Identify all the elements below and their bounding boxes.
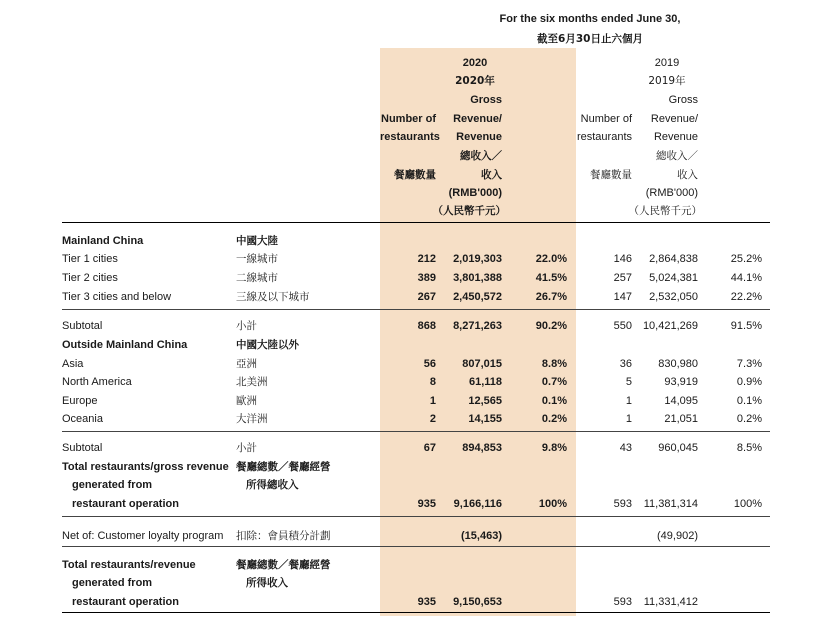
row-label: Subtotal	[62, 320, 103, 332]
year-2019-zh: 2019年	[648, 75, 686, 87]
cell-r20: 61,118	[468, 376, 502, 388]
cell-r19: 11,381,314	[643, 498, 698, 510]
cell-p20: 0.2%	[541, 413, 567, 425]
num-restaurants-header-2019: restaurants	[576, 131, 632, 143]
cell-r20: 9,166,116	[453, 498, 502, 510]
cell-n20: 8	[429, 376, 436, 388]
cell-n19: 593	[613, 596, 632, 608]
row-label-zh: 歐洲	[236, 395, 257, 407]
cell-p20: 9.8%	[541, 442, 567, 454]
row-label: Tier 2 cities	[62, 272, 118, 284]
period-header-en: For the six months ended June 30,	[499, 13, 681, 25]
cell-p19: 44.1%	[730, 272, 762, 284]
row-label-zh: 大洋洲	[236, 413, 268, 425]
cell-r19: 21,051	[664, 413, 698, 425]
cell-p19: 8.5%	[736, 442, 762, 454]
cell-p20: 8.8%	[541, 358, 567, 370]
revenue-header-2019: Gross	[668, 94, 698, 106]
section-label-mainland: Mainland China	[62, 235, 144, 247]
row-label-zh: 所得收入	[246, 577, 288, 589]
cell-p20: 100%	[538, 498, 567, 510]
cell-n20: 868	[417, 320, 436, 332]
cell-n19: 593	[613, 498, 632, 510]
row-label-zh: 扣除：會員積分計劃	[236, 530, 331, 542]
row-label: Total restaurants/gross revenue	[62, 461, 229, 473]
cell-p20: 0.1%	[541, 395, 567, 407]
row-label: Subtotal	[62, 442, 103, 454]
cell-r20: 2,450,572	[453, 291, 502, 303]
section-label-outside: Outside Mainland China	[62, 339, 188, 351]
num-restaurants-header-2019-zh: 餐廳數量	[590, 169, 632, 181]
cell-p20: 90.2%	[535, 320, 567, 332]
year-2020: 2020	[462, 57, 488, 69]
cell-r19: 830,980	[658, 358, 698, 370]
cell-p19: 25.2%	[730, 253, 762, 265]
row-label-zh: 餐廳總數／餐廳經營	[236, 461, 331, 473]
cell-n19: 43	[619, 442, 632, 454]
row-label-zh: 餐廳總數／餐廳經營	[236, 559, 331, 571]
row-label-zh: 二線城市	[236, 272, 278, 284]
cell-r19: 2,532,050	[649, 291, 698, 303]
row-label: restaurant operation	[72, 596, 179, 608]
revenue-unit-2019-zh: （人民幣千元）	[628, 205, 702, 217]
row-label: Tier 3 cities and below	[62, 291, 172, 303]
row-label: Oceania	[62, 413, 103, 425]
section-label-outside-zh: 中國大陸以外	[236, 339, 299, 351]
cell-n20: 1	[429, 395, 436, 407]
cell-p19: 0.9%	[736, 376, 762, 388]
cell-p19: 0.2%	[736, 413, 762, 425]
cell-n19: 550	[613, 320, 632, 332]
rule	[62, 431, 770, 432]
row-label: Total restaurants/revenue	[62, 559, 196, 571]
cell-r20: 3,801,388	[453, 272, 502, 284]
cell-n20: 267	[417, 291, 436, 303]
cell-n20: 2	[429, 413, 436, 425]
cell-n20: 212	[417, 253, 436, 265]
cell-p19: 0.1%	[736, 395, 762, 407]
cell-n19: 36	[619, 358, 632, 370]
cell-n19: 146	[613, 253, 632, 265]
row-label: generated from	[72, 577, 153, 589]
revenue-header-2020-zh: 總收入／	[460, 150, 502, 162]
cell-r19: 93,919	[664, 376, 698, 388]
rule	[62, 309, 770, 310]
row-label: Tier 1 cities	[62, 253, 118, 265]
period-header-zh: 截至6月30日止六個月	[537, 33, 643, 45]
cell-n19: 257	[613, 272, 632, 284]
rule	[62, 516, 770, 517]
cell-n19: 1	[625, 413, 632, 425]
revenue-unit-2020-zh: （人民幣千元）	[432, 205, 506, 217]
row-label-zh: 小計	[236, 442, 257, 454]
revenue-unit-2019: (RMB'000)	[645, 187, 698, 199]
year-2020-zh: 2020年	[455, 75, 495, 87]
cell-p19: 7.3%	[736, 358, 762, 370]
year-2019: 2019	[654, 57, 680, 69]
revenue-header-2019-zh: 總收入／	[656, 150, 698, 162]
header-rule	[62, 222, 770, 223]
cell-n20: 389	[417, 272, 436, 284]
revenue-unit-2020: (RMB'000)	[448, 187, 502, 199]
cell-r20: 807,015	[462, 358, 502, 370]
num-restaurants-header-2020: Number of	[381, 113, 436, 125]
cell-r19: 10,421,269	[642, 320, 698, 332]
row-label-zh: 亞洲	[236, 358, 257, 370]
cell-p20: 22.0%	[535, 253, 567, 265]
revenue-header-2019: Revenue/	[650, 113, 698, 125]
cell-r20: 14,155	[468, 413, 502, 425]
revenue-header-2020: Gross	[470, 94, 502, 106]
cell-r20: 12,565	[468, 395, 502, 407]
row-label-zh: 一線城市	[236, 253, 278, 265]
row-label: Europe	[62, 395, 98, 407]
cell-n19: 1	[625, 395, 632, 407]
cell-r20: 894,853	[462, 442, 502, 454]
section-label-mainland-zh: 中國大陸	[236, 235, 278, 247]
cell-r20: 8,271,263	[453, 320, 502, 332]
cell-r20: (15,463)	[461, 530, 502, 542]
bottom-rule	[62, 612, 770, 613]
cell-r19: 960,045	[658, 442, 698, 454]
row-label: restaurant operation	[72, 498, 179, 510]
cell-r19: 5,024,381	[649, 272, 698, 284]
cell-r19: 2,864,838	[649, 253, 698, 265]
cell-n19: 5	[625, 376, 632, 388]
revenue-header-2020-zh: 收入	[481, 169, 502, 181]
row-label-zh: 小計	[236, 320, 257, 332]
row-label: Net of: Customer loyalty program	[62, 530, 224, 542]
cell-n20: 935	[417, 596, 436, 608]
num-restaurants-header-2020: restaurants	[380, 131, 440, 143]
cell-n20: 56	[423, 358, 436, 370]
rule	[62, 546, 770, 547]
cell-r20: 9,150,653	[453, 596, 502, 608]
revenue-header-2020: Revenue/	[453, 113, 502, 125]
row-label: North America	[62, 376, 132, 388]
cell-r20: 2,019,303	[453, 253, 502, 265]
row-label: Asia	[62, 358, 84, 370]
cell-n19: 147	[613, 291, 632, 303]
cell-p20: 26.7%	[535, 291, 567, 303]
row-label-zh: 三線及以下城市	[236, 291, 310, 303]
cell-r19: 14,095	[664, 395, 698, 407]
cell-p19: 91.5%	[730, 320, 762, 332]
cell-r19: 11,331,412	[643, 596, 698, 608]
cell-p20: 0.7%	[541, 376, 567, 388]
row-label-zh: 所得總收入	[246, 479, 299, 491]
cell-n20: 67	[423, 442, 436, 454]
cell-r19: (49,902)	[657, 530, 698, 542]
cell-n20: 935	[417, 498, 436, 510]
revenue-header-2019: Revenue	[653, 131, 698, 143]
revenue-header-2020: Revenue	[456, 131, 502, 143]
cell-p20: 41.5%	[535, 272, 567, 284]
num-restaurants-header-2019: Number of	[580, 113, 632, 125]
cell-p19: 22.2%	[730, 291, 762, 303]
cell-p19: 100%	[733, 498, 762, 510]
num-restaurants-header-2020-zh: 餐廳數量	[394, 169, 436, 181]
revenue-header-2019-zh: 收入	[677, 169, 698, 181]
row-label: generated from	[72, 479, 153, 491]
row-label-zh: 北美洲	[236, 376, 268, 388]
